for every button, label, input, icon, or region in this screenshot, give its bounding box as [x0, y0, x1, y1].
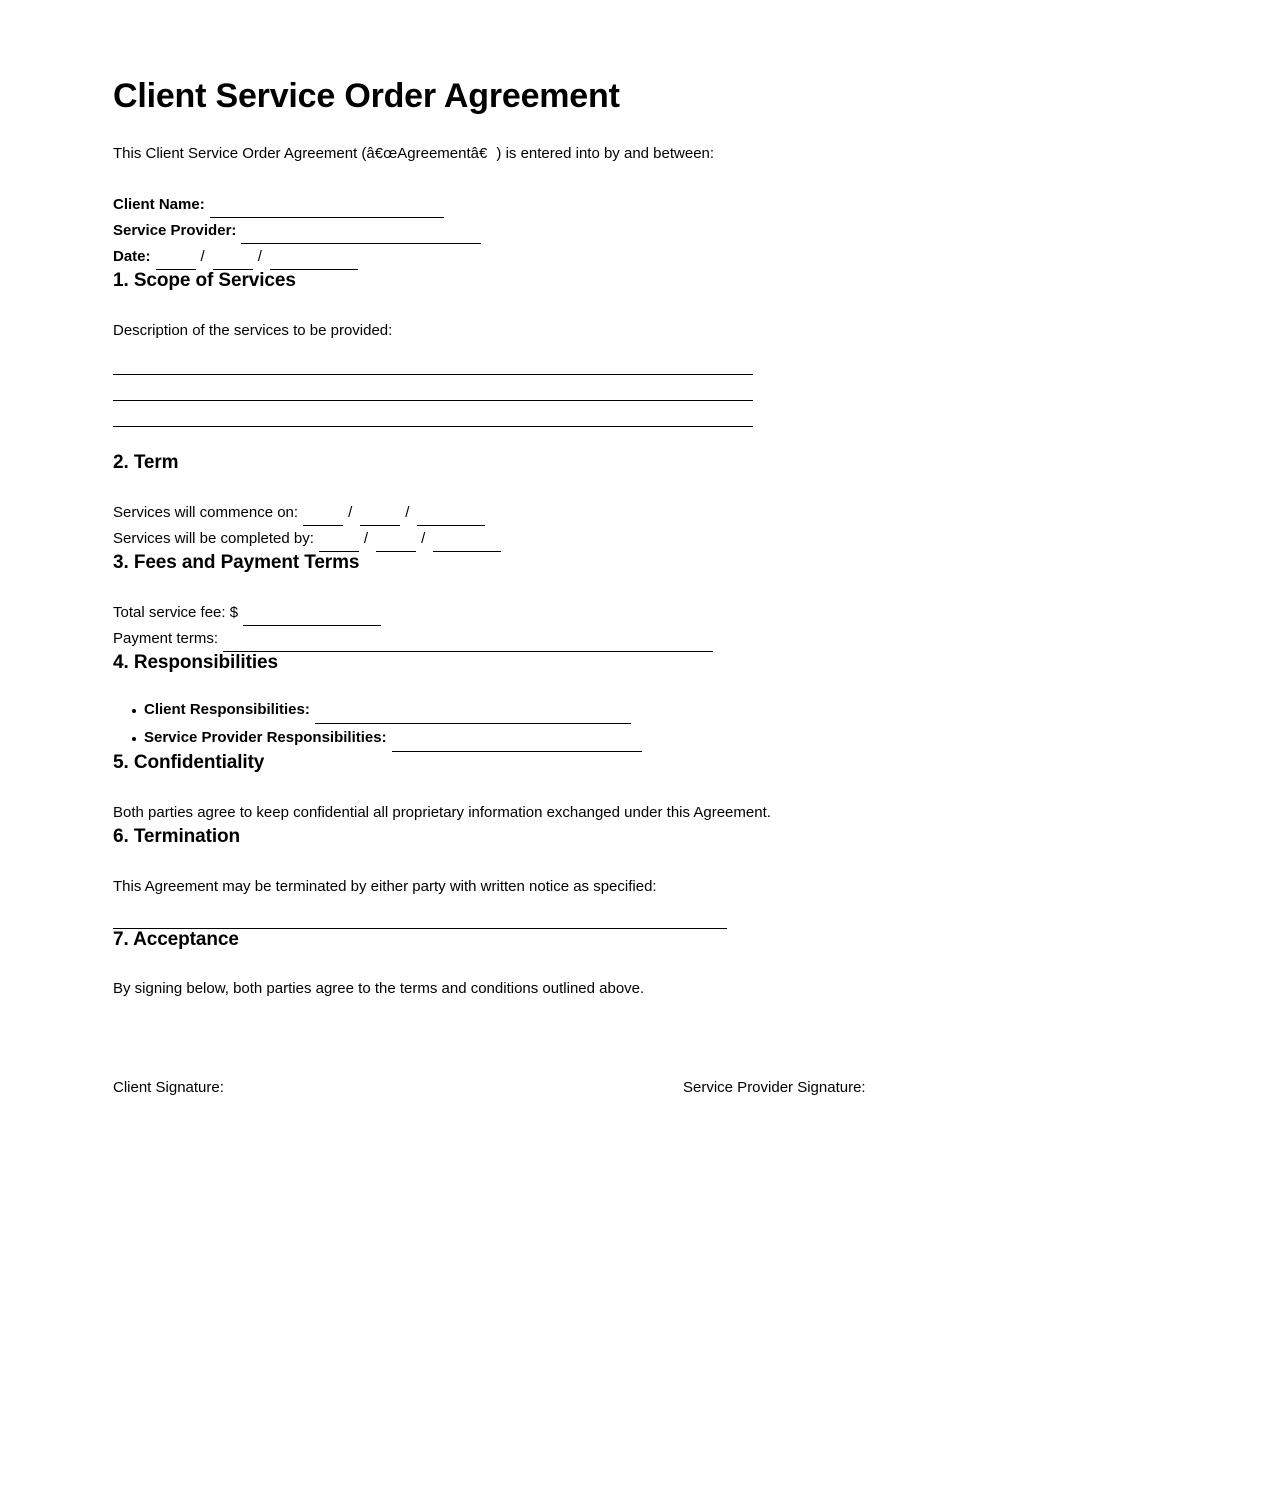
- service-provider-responsibilities-field[interactable]: [392, 737, 642, 752]
- acceptance-body: By signing below, both parties agree to the terms and conditions outlined above.: [113, 979, 645, 997]
- date-day-field[interactable]: [156, 255, 196, 270]
- payment-terms-label: Payment terms:: [113, 629, 219, 647]
- scope-blank-line-1[interactable]: [113, 374, 753, 375]
- client-name-row: [113, 192, 1150, 218]
- date-separator-2: /: [257, 248, 262, 266]
- scope-description-prompt: Description of the services to be provided:: [113, 321, 393, 339]
- bullet-icon: [132, 737, 136, 741]
- payment-terms-row: [113, 626, 1150, 652]
- date-row: [113, 244, 1150, 270]
- client-responsibilities-label: Client Responsibilities:: [144, 701, 310, 719]
- completion-separator-2: /: [421, 529, 426, 547]
- commence-date-row: [113, 500, 1150, 526]
- completion-day-field[interactable]: [319, 537, 359, 552]
- section-heading-termination: 6. Termination: [113, 826, 241, 848]
- scope-description-blank-lines[interactable]: [113, 374, 1150, 427]
- commence-year-field[interactable]: [417, 511, 485, 526]
- client-name-field[interactable]: [210, 203, 444, 218]
- completion-separator-1: /: [363, 529, 369, 547]
- intro-paragraph: This Client Service Order Agreement (â€œAgreementâ€) is entered into by and between:: [113, 145, 715, 163]
- completion-date-row: [113, 526, 1150, 552]
- list-item: [113, 696, 1150, 724]
- service-provider-field[interactable]: [241, 229, 481, 244]
- responsibilities-list: [113, 696, 1150, 752]
- client-responsibilities-field[interactable]: [315, 709, 631, 724]
- section-heading-acceptance: 7. Acceptance: [113, 928, 239, 950]
- payment-terms-field[interactable]: [223, 637, 713, 652]
- completion-date-label: Services will be completed by:: [113, 529, 314, 547]
- commence-month-field[interactable]: [360, 511, 400, 526]
- list-item: [113, 724, 1150, 752]
- section-heading-responsibilities: 4. Responsibilities: [113, 651, 278, 673]
- service-provider-row: [113, 218, 1150, 244]
- scope-blank-line-2[interactable]: [113, 400, 753, 401]
- commence-separator-2: /: [405, 503, 410, 521]
- page-title: Client Service Order Agreement: [113, 77, 620, 115]
- section-heading-fees-and-payment-terms: 3. Fees and Payment Terms: [113, 551, 360, 573]
- date-month-field[interactable]: [213, 255, 253, 270]
- client-signature-label: Client Signature:: [113, 1078, 224, 1096]
- section-heading-term: 2. Term: [113, 451, 179, 473]
- total-service-fee-row: [113, 600, 1150, 626]
- bullet-icon: [132, 709, 136, 713]
- completion-month-field[interactable]: [376, 537, 416, 552]
- commence-day-field[interactable]: [303, 511, 343, 526]
- party-details-block: [113, 192, 1150, 270]
- commence-separator-1: /: [348, 503, 353, 521]
- scope-blank-line-3[interactable]: [113, 426, 753, 427]
- client-name-label: Client Name:: [113, 196, 205, 214]
- total-service-fee-field[interactable]: [243, 611, 381, 626]
- date-separator-1: /: [200, 248, 205, 266]
- completion-year-field[interactable]: [433, 537, 501, 552]
- service-provider-responsibilities-label: Service Provider Responsibilities:: [144, 729, 387, 747]
- date-label: Date:: [113, 248, 151, 266]
- confidentiality-body: Both parties agree to keep confidential all proprietary information exchanged under this Agreement.: [113, 804, 771, 822]
- service-provider-label: Service Provider:: [113, 222, 237, 240]
- signature-row: [113, 1075, 1150, 1101]
- section-heading-confidentiality: 5. Confidentiality: [113, 752, 265, 774]
- commence-date-label: Services will commence on:: [113, 503, 299, 521]
- total-service-fee-label: Total service fee: $: [113, 603, 239, 621]
- termination-body: This Agreement may be terminated by either party with written notice as specified:: [113, 877, 657, 895]
- service-provider-signature-label: Service Provider Signature:: [683, 1078, 866, 1096]
- date-year-field[interactable]: [270, 255, 358, 270]
- section-heading-scope-of-services: 1. Scope of Services: [113, 270, 296, 292]
